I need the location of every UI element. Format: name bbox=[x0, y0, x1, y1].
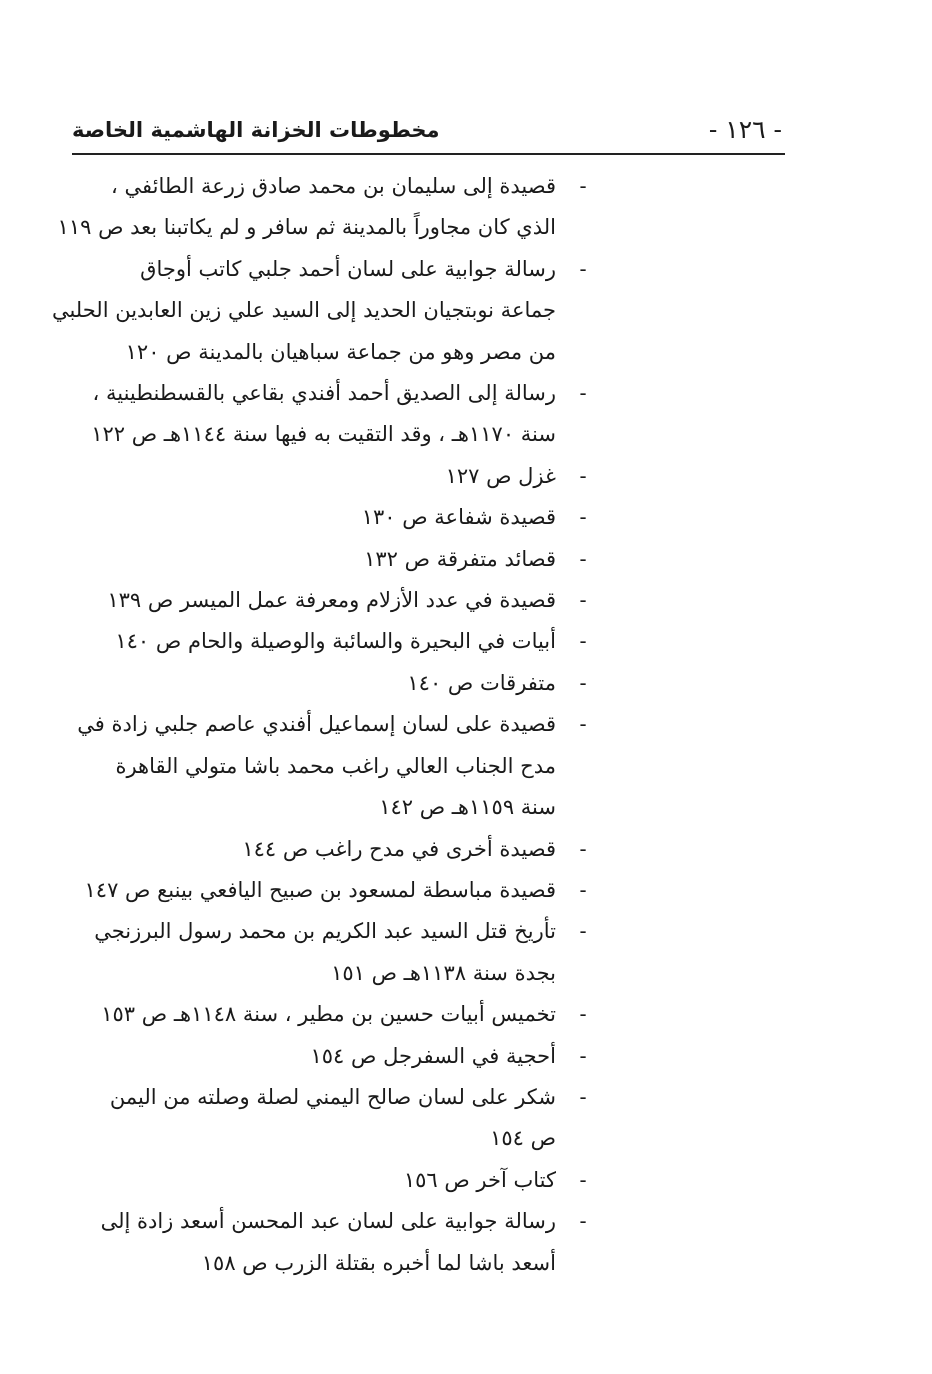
bullet-dash-icon: - bbox=[579, 712, 587, 737]
entry-line: أسعد باشا لما أخبره بقتلة الزرب ص ١٥٨ bbox=[201, 1250, 556, 1275]
bullet-dash-icon: - bbox=[579, 877, 587, 902]
bullet-dash-icon: - bbox=[579, 505, 587, 530]
entry-line: قصيدة إلى سليمان بن محمد صادق زرعة الطائفي ، bbox=[111, 174, 556, 198]
bullet-dash-icon: - bbox=[579, 381, 587, 406]
entry-line: قصائد متفرقة ص ١٣٢ bbox=[364, 546, 556, 571]
entry-line: رسالة جوابية على لسان عبد المحسن أسعد زادة إلى bbox=[100, 1209, 556, 1234]
list-item bbox=[72, 539, 592, 580]
entry-line: غزل ص ١٢٧ bbox=[445, 463, 556, 488]
list-item bbox=[72, 1160, 592, 1201]
entry-line: سنة ١١٧٠هـ ، وقد التقيت به فيها سنة ١١٤٤هـ ص ١٢٢ bbox=[91, 422, 556, 447]
bullet-dash-icon: - bbox=[579, 546, 587, 571]
list-item bbox=[72, 373, 592, 456]
entry-line: أحجية في السفرجل ص ١٥٤ bbox=[310, 1043, 556, 1068]
bullet-dash-icon: - bbox=[579, 1002, 587, 1027]
list-item bbox=[72, 497, 592, 538]
bullet-dash-icon: - bbox=[579, 629, 587, 654]
list-item bbox=[72, 994, 592, 1035]
list-item bbox=[72, 663, 592, 704]
bullet-dash-icon: - bbox=[579, 174, 587, 198]
entry-line: رسالة إلى الصديق أحمد أفندي بقاعي بالقسطنطينية ، bbox=[92, 381, 556, 406]
list-item bbox=[72, 870, 592, 911]
entry-line: بجدة سنة ١١٣٨هـ ص ١٥١ bbox=[331, 960, 556, 985]
entry-line: من مصر وهو من جماعة سباهيان بالمدينة ص ١٢٠ bbox=[125, 339, 556, 364]
entry-line: مدح الجناب العالي راغب محمد باشا متولي القاهرة bbox=[115, 753, 556, 778]
entry-line: رسالة جوابية على لسان أحمد جلبي كاتب أوجاق bbox=[140, 256, 556, 281]
list-item bbox=[72, 456, 592, 497]
list-item bbox=[72, 829, 592, 870]
bullet-dash-icon: - bbox=[579, 919, 587, 944]
entry-line: قصيدة في عدد الأزلام ومعرفة عمل الميسر ص ١٣٩ bbox=[107, 588, 556, 613]
list-item bbox=[57, 166, 592, 249]
entry-line: قصيدة على لسان إسماعيل أفندي عاصم جلبي زادة في bbox=[77, 712, 556, 737]
bullet-dash-icon: - bbox=[579, 836, 587, 861]
bullet-dash-icon: - bbox=[579, 1209, 587, 1234]
entries-list bbox=[51, 166, 592, 1284]
bullet-dash-icon: - bbox=[579, 670, 587, 695]
list-item bbox=[51, 249, 592, 373]
entry-line: قصيدة شفاعة ص ١٣٠ bbox=[361, 505, 556, 530]
entry-line: تأريخ قتل السيد عبد الكريم بن محمد رسول البرزنجي bbox=[94, 919, 556, 944]
list-item bbox=[72, 1201, 592, 1284]
entry-line: تخميس أبيات حسين بن مطير ، سنة ١١٤٨هـ ص ١٥٣ bbox=[101, 1002, 556, 1027]
entry-line: الذي كان مجاوراً بالمدينة ثم سافر و لم يكاتبنا بعد ص ١١٩ bbox=[57, 215, 556, 240]
entry-line: كتاب آخر ص ١٥٦ bbox=[403, 1167, 556, 1192]
list-item bbox=[72, 1036, 592, 1077]
bullet-dash-icon: - bbox=[579, 1043, 587, 1068]
list-item bbox=[72, 1077, 592, 1160]
entry-line: ص ١٥٤ bbox=[490, 1126, 556, 1151]
list-item bbox=[72, 911, 592, 994]
bullet-dash-icon: - bbox=[579, 588, 587, 613]
entry-line: أبيات في البحيرة والسائبة والوصيلة والحام ص ١٤٠ bbox=[115, 629, 556, 654]
list-item bbox=[72, 621, 592, 662]
bullet-dash-icon: - bbox=[579, 463, 587, 488]
entry-line: قصيدة مباسطة لمسعود بن صبيح اليافعي بينبع ص ١٤٧ bbox=[84, 877, 556, 902]
entry-line: سنة ١١٥٩هـ ص ١٤٢ bbox=[379, 795, 556, 820]
page-number: - ١٢٦ - bbox=[708, 115, 782, 144]
bullet-dash-icon: - bbox=[579, 1084, 587, 1109]
entry-line: قصيدة أخرى في مدح راغب ص ١٤٤ bbox=[242, 836, 556, 861]
entry-line: متفرقات ص ١٤٠ bbox=[407, 670, 556, 695]
bullet-dash-icon: - bbox=[579, 256, 587, 281]
running-title: مخطوطات الخزانة الهاشمية الخاصة bbox=[72, 118, 440, 142]
entry-line: شكر على لسان صالح اليمني لصلة وصلته من اليمن bbox=[109, 1084, 556, 1109]
list-item bbox=[72, 580, 592, 621]
page-header bbox=[72, 112, 782, 152]
list-item bbox=[72, 704, 592, 828]
entry-line: جماعة نوبتجيان الحديد إلى السيد علي زين العابدين الحلبي bbox=[51, 298, 556, 323]
bullet-dash-icon: - bbox=[579, 1167, 587, 1192]
header-rule bbox=[72, 153, 785, 155]
